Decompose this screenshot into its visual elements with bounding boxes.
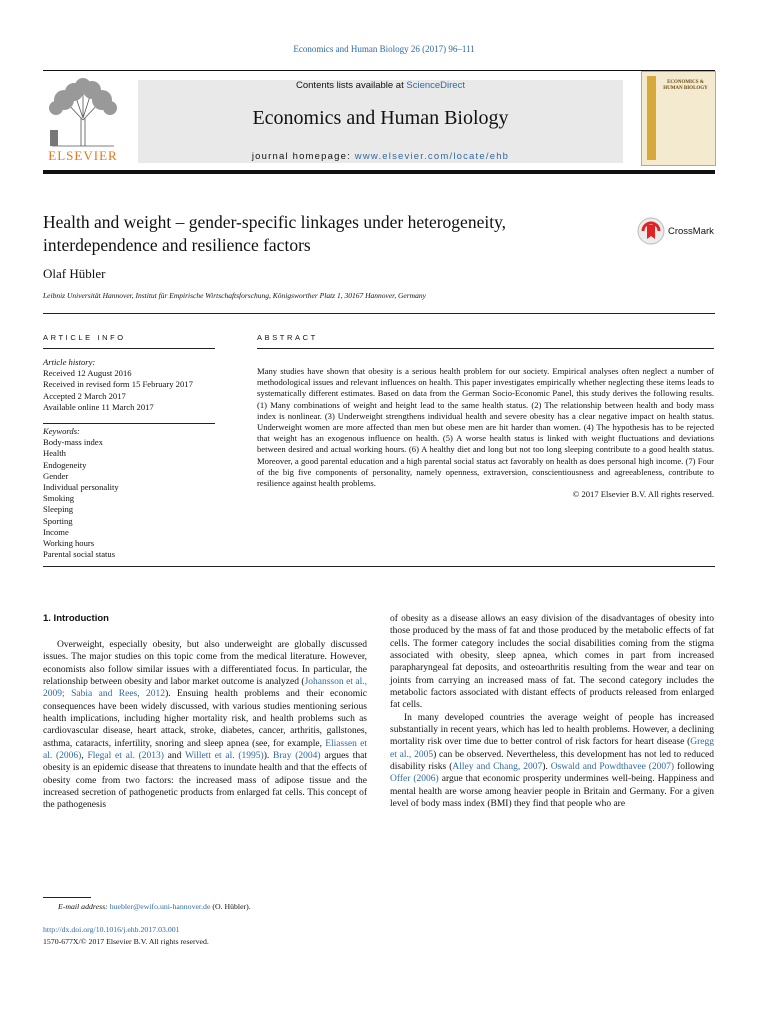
journal-homepage: [138, 151, 623, 162]
crossmark-label[interactable]: CrossMark: [668, 226, 714, 237]
reference-link[interactable]: Offer (2006): [390, 774, 439, 785]
keywords-block: [43, 426, 215, 560]
article-history: [43, 357, 215, 413]
email-suffix: (O. Hübler).: [212, 902, 251, 911]
keywords-label: Keywords:: [43, 426, 80, 436]
abstract-copyright: © 2017 Elsevier B.V. All rights reserved.: [572, 489, 714, 500]
abstract-body: [257, 366, 714, 500]
keyword-item: Smoking: [43, 493, 75, 504]
sciencedirect-link[interactable]: ScienceDirect: [406, 80, 465, 91]
keyword-item: Sporting: [43, 515, 73, 526]
keyword-item: Body-mass index: [43, 437, 103, 448]
elsevier-tree-icon: [44, 78, 122, 148]
history-revised: Received in revised form 15 February 2017: [43, 379, 193, 390]
keyword-item: Gender: [43, 470, 69, 481]
homepage-link[interactable]: www.elsevier.com/locate/ehb: [354, 151, 510, 162]
contents-line: [138, 80, 623, 91]
footnote-rule: [43, 897, 91, 898]
reference-link[interactable]: Johansson et al., 2009; Sabia and Rees, 2012: [43, 677, 367, 700]
reference-link[interactable]: Bray (2004): [273, 751, 321, 762]
doi-link[interactable]: http://dx.doi.org/10.1016/j.ehb.2017.03.001: [43, 925, 180, 934]
article-info-heading: ARTICLE INFO: [43, 333, 126, 342]
history-online: Available online 11 March 2017: [43, 401, 154, 412]
keyword-item: Health: [43, 448, 66, 459]
paper-title-line-1: Health and weight – gender-specific linkages under heterogeneity,: [43, 212, 507, 232]
intro-paragraph-1: [43, 639, 367, 812]
elsevier-wordmark: ELSEVIER: [48, 148, 118, 163]
journal-title: Economics and Human Biology: [252, 107, 509, 129]
title-separator-rule: [43, 313, 715, 314]
history-received: Received 12 August 2016: [43, 368, 132, 379]
abstract-rule: [257, 348, 714, 349]
intro-paragraph-continued: of obesity as a disease allows an easy division of the disadvantages of obesity into those produced by the mass of fat and those produced by the metabolic effects of fat cells. The former category includes the social disabilities coming from the stigma associated with obesity, sleep apnea, which comes in part from increased parapharyngeal fat deposits, and osteoarthritis resulting from the wear and tear on joints from carrying an increased mass of fat. The second category includes the metabolic factors associated with distant effects of products released from enlarged fat cells.: [390, 614, 714, 711]
keyword-item: Endogeneity: [43, 459, 87, 470]
email-label: E-mail address:: [58, 902, 108, 911]
reference-link[interactable]: Eliassen et al. (2006): [43, 738, 367, 762]
text-run: argues that obesity is an epidemic disease that threatens to inundate health and that the effects of obesity come from two factors: the increased mass of adipose tissue and the increased secretion of pathogenetic products from enlarged fat cells. This concept of the pathogenesis: [43, 751, 367, 811]
homepage-prefix: journal homepage:: [251, 151, 351, 162]
abstract-heading: ABSTRACT: [257, 333, 318, 342]
keyword-item: Sleeping: [43, 504, 74, 515]
abstract-text: Many studies have shown that obesity is a serious health problem for our society. Empirical analyses often neglect a number of methodological issues and relevant influences on health. This paper investigates empirically whether neglecting these items leads to systematically different estimates. Based on data from the German Socio-Economic Panel, this study derives the following results. (1) Many combinations of weight and height lead to the same health status. (2) The relationship between health and body mass index is nonlinear. (3) Underweight strengthens individual health and severe obesity has a clear negative impact on health status. Underweight women are more affected than men but obese men are hit harder than women. (4) The hypothesis has to be rejected that weight has an exogenous influence on health. (5) A worse health status is linked with weight fluctuations and deviations between desired and actual working hours. (6) A healthy diet and long but not too long sleeping contribute to a good health status. Moreover, a good parental education and a high parental social status act favorably on health as does personal high income. (7) Four of the big five components of personality, namely openness, extraversion, conscientiousness and agreeableness, contribute to resilience against health problems.: [257, 366, 714, 489]
text-run: ).: [263, 751, 274, 762]
keyword-item: Individual personality: [43, 482, 119, 493]
text-run: ). Ensuing health problems and their economic consequences have been widely discussed, with various studies mentioning serious health implications, including higher mortality risk, and health problems such as cardiovascular disease, heart attack, stroke, diabetes, cancer, arthritis, gallstones, asthma, cataracts, infertility, snoring and sleep apnea (see, for example,: [43, 689, 367, 749]
text-run: Overweight, especially obesity, but also underweight are globally discussed issues. The major studies on this topic come from the medical literature. However, economists also follow similar issues with a differentiated focus. In particular, the relationship between obesity and labor market outcome is analyzed (: [43, 640, 367, 688]
reference-link[interactable]: Alley and Chang, 2007: [452, 762, 543, 773]
header-bottom-rule: [43, 170, 715, 174]
keyword-item: Parental social status: [43, 549, 116, 560]
reference-link[interactable]: Flegal et al. (2013): [87, 751, 164, 762]
reference-link[interactable]: Gregg et al., 2005: [390, 737, 714, 760]
author-affiliation: Leibniz Universität Hannover, Institut für Empirische Wirtschaftsforschung, Königsworther Platz 1, 30167 Hannover, Germany: [43, 291, 426, 300]
history-accepted: Accepted 2 March 2017: [43, 390, 126, 401]
keyword-item: Working hours: [43, 538, 95, 549]
cover-title: ECONOMICS & HUMAN BIOLOGY: [663, 80, 708, 91]
article-history-label: Article history:: [43, 357, 96, 367]
article-info-rule: [43, 348, 215, 349]
contents-prefix: Contents lists available at: [296, 80, 404, 91]
body-column-right: [390, 613, 714, 811]
reference-link[interactable]: Willett et al. (1995): [185, 751, 264, 762]
keywords-rule: [43, 423, 215, 424]
journal-cover-image: [641, 71, 716, 166]
text-run: ).: [542, 762, 551, 773]
journal-citation[interactable]: Economics and Human Biology 26 (2017) 96–111: [293, 44, 475, 54]
reference-link[interactable]: Oswald and Powdthavee (2007): [550, 762, 675, 773]
issn-copyright: 1570-677X/© 2017 Elsevier B.V. All rights reserved.: [43, 937, 209, 946]
body-column-left: [43, 639, 367, 812]
crossmark-icon[interactable]: [637, 216, 665, 246]
paper-title: [43, 211, 633, 257]
cover-spine: [647, 76, 656, 160]
text-run: following: [674, 762, 714, 773]
text-run: In many developed countries the average weight of people has increased substantially in recent years, which has led to health problems. However, a declining mortality risk over time due to better control of risk factors for heart disease (: [390, 712, 714, 748]
author-name: Olaf Hübler: [43, 266, 106, 281]
footnote-email: [58, 902, 251, 911]
text-run: ,: [81, 751, 88, 762]
text-run: argue that economic prosperity undermines well-being. Happiness and mental health are worse among heavier people in Britain and Germany. For a given level of body mass index (BMI) they find that people who are: [390, 774, 714, 810]
text-run: and: [163, 751, 185, 762]
header-top-rule: [43, 70, 715, 71]
keyword-item: Income: [43, 526, 69, 537]
text-run: ) can be observed. Nevertheless, this development has not led to reduced disability risks (: [390, 749, 714, 773]
intro-paragraph-2: [390, 712, 714, 811]
section-heading-introduction: 1. Introduction: [43, 613, 109, 624]
abstract-bottom-rule: [43, 566, 715, 567]
email-link[interactable]: huebler@ewifo.uni-hannover.de: [109, 902, 211, 911]
paper-title-line-2: interdependence and resilience factors: [43, 235, 311, 255]
